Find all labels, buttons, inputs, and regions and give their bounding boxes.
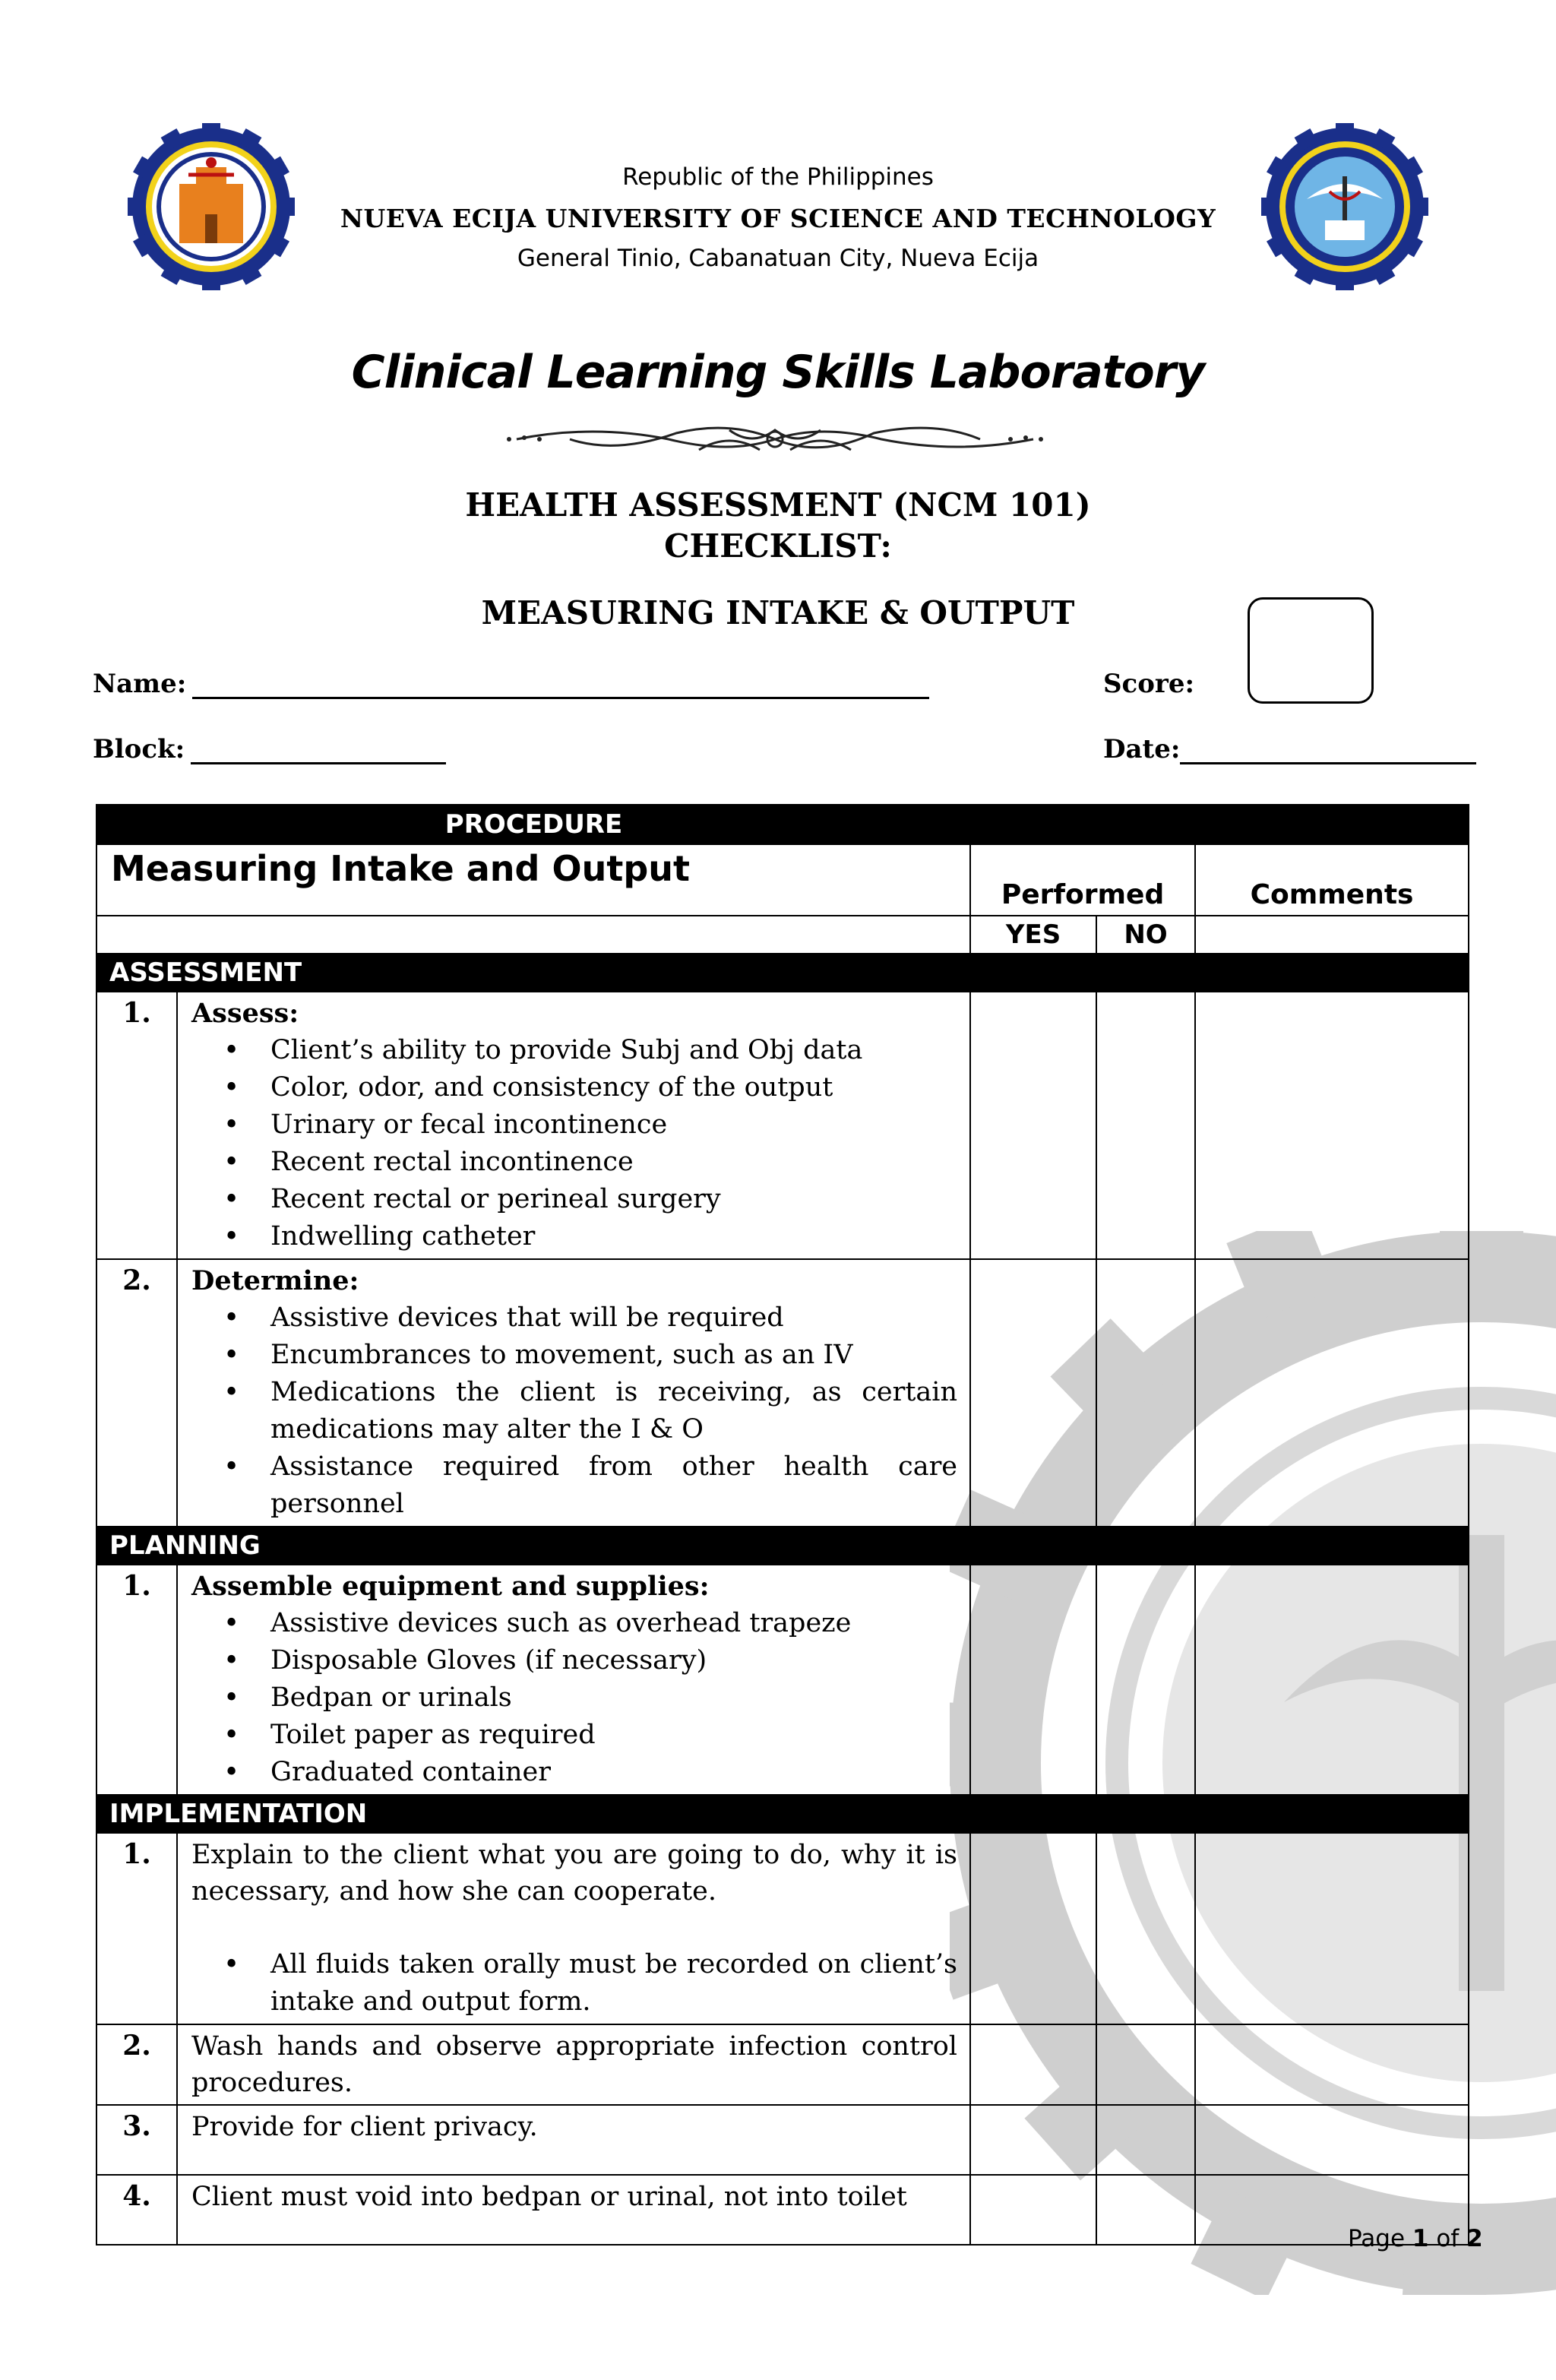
comments-cell[interactable]	[1195, 2105, 1469, 2175]
section-planning: PLANNING	[96, 1527, 1469, 1565]
blank-cell	[96, 916, 970, 954]
block-underline[interactable]	[191, 741, 446, 764]
list-item: • Client’s ability to provide Subj and Obj data	[270, 1032, 957, 1069]
list-item: • Toilet paper as required	[270, 1717, 957, 1754]
block-label: Block:	[93, 734, 185, 764]
yes-cell[interactable]	[970, 2105, 1096, 2175]
page-total: 2	[1466, 2225, 1483, 2252]
yes-header: YES	[970, 916, 1096, 954]
date-field[interactable]	[1103, 734, 1476, 764]
table-row	[96, 1565, 1469, 1795]
blank-cell	[1195, 916, 1469, 954]
name-underline[interactable]	[192, 676, 929, 699]
step-text: Client must void into bedpan or urinal, not into toilet	[177, 2175, 970, 2245]
procedure-checklist-table	[96, 804, 1468, 2245]
list-item: • Assistive devices such as overhead trapeze	[270, 1605, 957, 1642]
performed-header: Performed	[970, 844, 1195, 916]
university-name: NUEVA ECIJA UNIVERSITY OF SCIENCE AND TECHNOLOGY	[340, 204, 1216, 233]
list-item: • Bedpan or urinals	[270, 1679, 957, 1717]
no-cell[interactable]	[1096, 2024, 1195, 2105]
step-description	[177, 1259, 970, 1527]
table-row	[96, 2175, 1469, 2245]
list-item: • All fluids taken orally must be recorded on client’s intake and output form.	[270, 1946, 957, 2021]
step-number: 1.	[96, 1565, 177, 1795]
comments-cell[interactable]	[1195, 2024, 1469, 2105]
step-number: 4.	[96, 2175, 177, 2245]
yes-cell[interactable]	[970, 2175, 1096, 2245]
list-item: • Urinary or fecal incontinence	[270, 1106, 957, 1144]
step-lead: Assess:	[191, 998, 299, 1029]
list-item: • Assistance required from other health care personnel	[270, 1448, 957, 1523]
step-number: 1.	[96, 992, 177, 1259]
yes-cell[interactable]	[970, 1259, 1096, 1527]
step-lead: Assemble equipment and supplies:	[191, 1571, 710, 1602]
procedure-header-fill	[970, 805, 1469, 844]
page-of: of	[1436, 2225, 1460, 2252]
section-implementation: IMPLEMENTATION	[96, 1795, 1469, 1833]
page-number	[1348, 2225, 1483, 2252]
no-cell[interactable]	[1096, 992, 1195, 1259]
table-row	[96, 1259, 1469, 1527]
list-item: • Disposable Gloves (if necessary)	[270, 1642, 957, 1679]
date-label: Date:	[1103, 734, 1181, 764]
table-row	[96, 1833, 1469, 2024]
comments-cell[interactable]	[1195, 1259, 1469, 1527]
step-text: Explain to the client what you are going to do, why it is necessary, and how she can cooperate.	[191, 1840, 958, 1907]
table-row	[96, 992, 1469, 1259]
table-row	[96, 2105, 1469, 2175]
list-item: • Indwelling catheter	[270, 1218, 957, 1255]
date-underline[interactable]	[1180, 741, 1476, 764]
step-number: 2.	[96, 1259, 177, 1527]
score-label: Score:	[1103, 669, 1195, 699]
comments-cell[interactable]	[1195, 1565, 1469, 1795]
procedure-subtitle: MEASURING INTAKE & OUTPUT	[481, 594, 1075, 631]
comments-cell[interactable]	[1195, 992, 1469, 1259]
yes-cell[interactable]	[970, 1565, 1096, 1795]
decorative-flourish-icon	[501, 416, 1048, 465]
university-address: General Tinio, Cabanatuan City, Nueva Ecija	[517, 245, 1039, 272]
procedure-title: Measuring Intake and Output	[96, 844, 970, 916]
block-field[interactable]	[93, 734, 446, 764]
comments-header: Comments	[1195, 844, 1469, 916]
no-cell[interactable]	[1096, 2175, 1195, 2245]
list-item: • Color, odor, and consistency of the output	[270, 1069, 957, 1106]
section-assessment: ASSESSMENT	[96, 954, 1469, 992]
name-label: Name:	[93, 669, 187, 699]
checklist-title-line2: CHECKLIST:	[664, 527, 892, 565]
score-box[interactable]	[1248, 597, 1374, 704]
lab-title: Clinical Learning Skills Laboratory	[351, 346, 1205, 399]
yes-cell[interactable]	[970, 2024, 1096, 2105]
no-cell[interactable]	[1096, 1259, 1195, 1527]
no-header: NO	[1096, 916, 1195, 954]
step-description	[177, 1833, 970, 2024]
procedure-header: PROCEDURE	[96, 805, 970, 844]
step-number: 2.	[96, 2024, 177, 2105]
republic-line: Republic of the Philippines	[622, 163, 934, 191]
list-item: • Assistive devices that will be required	[270, 1299, 957, 1337]
page-current: 1	[1412, 2225, 1429, 2252]
list-item: • Graduated container	[270, 1754, 957, 1791]
list-item: • Encumbrances to movement, such as an IV	[270, 1337, 957, 1374]
comments-cell[interactable]	[1195, 1833, 1469, 2024]
name-field[interactable]	[93, 669, 929, 699]
no-cell[interactable]	[1096, 1833, 1195, 2024]
table-row	[96, 2024, 1469, 2105]
checklist-title: HEALTH ASSESSMENT (NCM 101)	[465, 486, 1091, 524]
yes-cell[interactable]	[970, 1833, 1096, 2024]
no-cell[interactable]	[1096, 1565, 1195, 1795]
score-field	[1103, 669, 1194, 699]
list-item: • Medications the client is receiving, as certain medications may alter the I & O	[270, 1374, 957, 1448]
step-text: Wash hands and observe appropriate infection control procedures.	[177, 2024, 970, 2105]
step-description	[177, 1565, 970, 1795]
step-number: 3.	[96, 2105, 177, 2175]
list-item: • Recent rectal incontinence	[270, 1144, 957, 1181]
list-item: • Recent rectal or perineal surgery	[270, 1181, 957, 1218]
step-lead: Determine:	[191, 1265, 359, 1296]
no-cell[interactable]	[1096, 2105, 1195, 2175]
step-number: 1.	[96, 1833, 177, 2024]
yes-cell[interactable]	[970, 992, 1096, 1259]
page-word: Page	[1348, 2225, 1406, 2252]
step-description	[177, 992, 970, 1259]
step-text: Provide for client privacy.	[177, 2105, 970, 2175]
